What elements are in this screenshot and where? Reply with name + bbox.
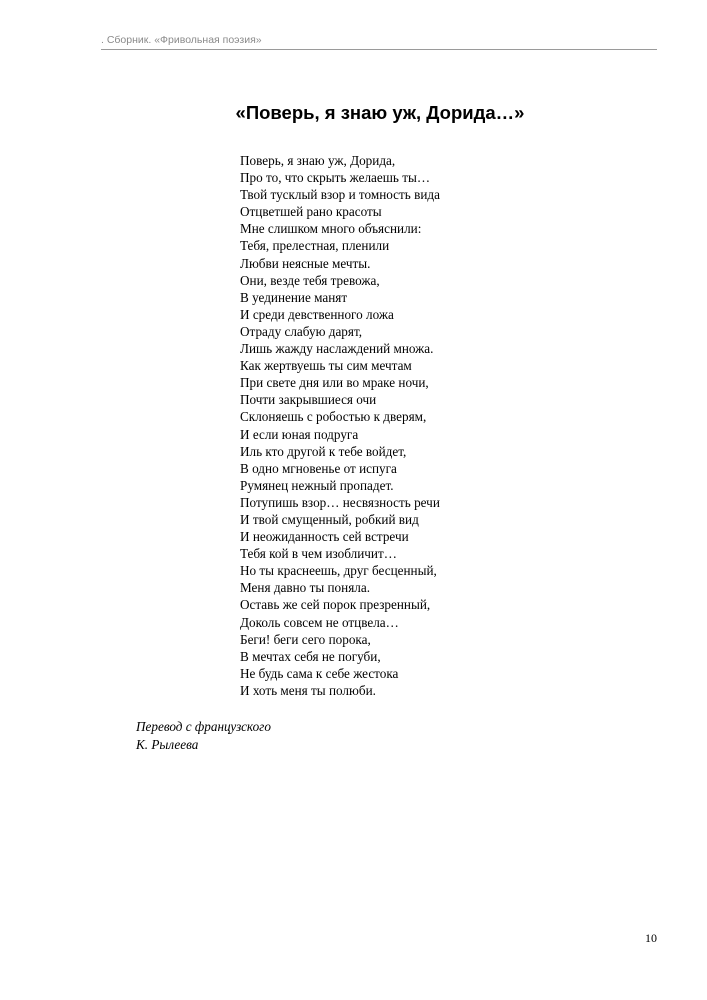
- poem-line: Доколь совсем не отцвела…: [240, 614, 399, 630]
- poem-line: В уединение манят: [240, 289, 348, 305]
- poem-line: Тебя кой в чем изобличит…: [240, 546, 397, 562]
- poem-line: Отцветшей рано красоты: [240, 204, 382, 220]
- poem-line: Как жертвуешь ты сим мечтам: [240, 358, 412, 374]
- poem-line: Поверь, я знаю уж, Дорида,: [240, 153, 396, 168]
- credits-block: [136, 718, 271, 754]
- poem-line: В одно мгновенье от испуга: [240, 460, 397, 476]
- poem-line: Склоняешь с робостью к дверям,: [240, 409, 427, 425]
- poem-line: И среди девственного ложа: [240, 306, 394, 322]
- poem-line: Твой тусклый взор и томность вида: [240, 187, 440, 203]
- poem-line: И твой смущенный, робкий вид: [240, 511, 419, 527]
- translator-name: К. Рылеева: [136, 737, 199, 752]
- poem-line: Тебя, прелестная, пленили: [240, 238, 390, 254]
- poem-line: И неожиданность сей встречи: [240, 529, 409, 545]
- poem-line: Не будь сама к себе жестока: [240, 665, 399, 681]
- poem-line: Румянец нежный пропадет.: [240, 477, 394, 493]
- poem-line: При свете дня или во мраке ночи,: [240, 375, 429, 391]
- poem-line: Но ты краснеешь, друг бесценный,: [240, 563, 437, 579]
- poem-line: Лишь жажду наслаждений множа.: [240, 341, 434, 357]
- poem-line: И если юная подруга: [240, 426, 359, 442]
- poem-line: Потупишь взор… несвязность речи: [240, 494, 440, 510]
- poem-line: Они, везде тебя тревожа,: [240, 272, 380, 288]
- poem-line: Меня давно ты поняла.: [240, 580, 370, 596]
- translation-note: Перевод с французского: [136, 719, 271, 734]
- poem-title: «Поверь, я знаю уж, Дорида…»: [235, 102, 525, 123]
- poem-line: В мечтах себя не погуби,: [240, 648, 381, 664]
- poem-body: [240, 152, 440, 699]
- poem-line: Мне слишком много объяснили:: [240, 221, 422, 237]
- poem-line: Оставь же сей порок презренный,: [240, 597, 431, 613]
- page-number: 10: [645, 931, 657, 945]
- poem-line: Про то, что скрыть желаешь ты…: [240, 170, 431, 186]
- poem-line: Беги! беги сего порока,: [240, 631, 371, 647]
- running-header: . Сборник. «Фривольная поэзия»: [101, 33, 657, 50]
- poem-line: Любви неясные мечты.: [240, 255, 371, 271]
- poem-line: Иль кто другой к тебе войдет,: [240, 443, 407, 459]
- poem-line: И хоть меня ты полюби.: [240, 682, 376, 698]
- poem-line: Почти закрывшиеся очи: [240, 392, 377, 408]
- poem-line: Отраду слабую дарят,: [240, 323, 363, 339]
